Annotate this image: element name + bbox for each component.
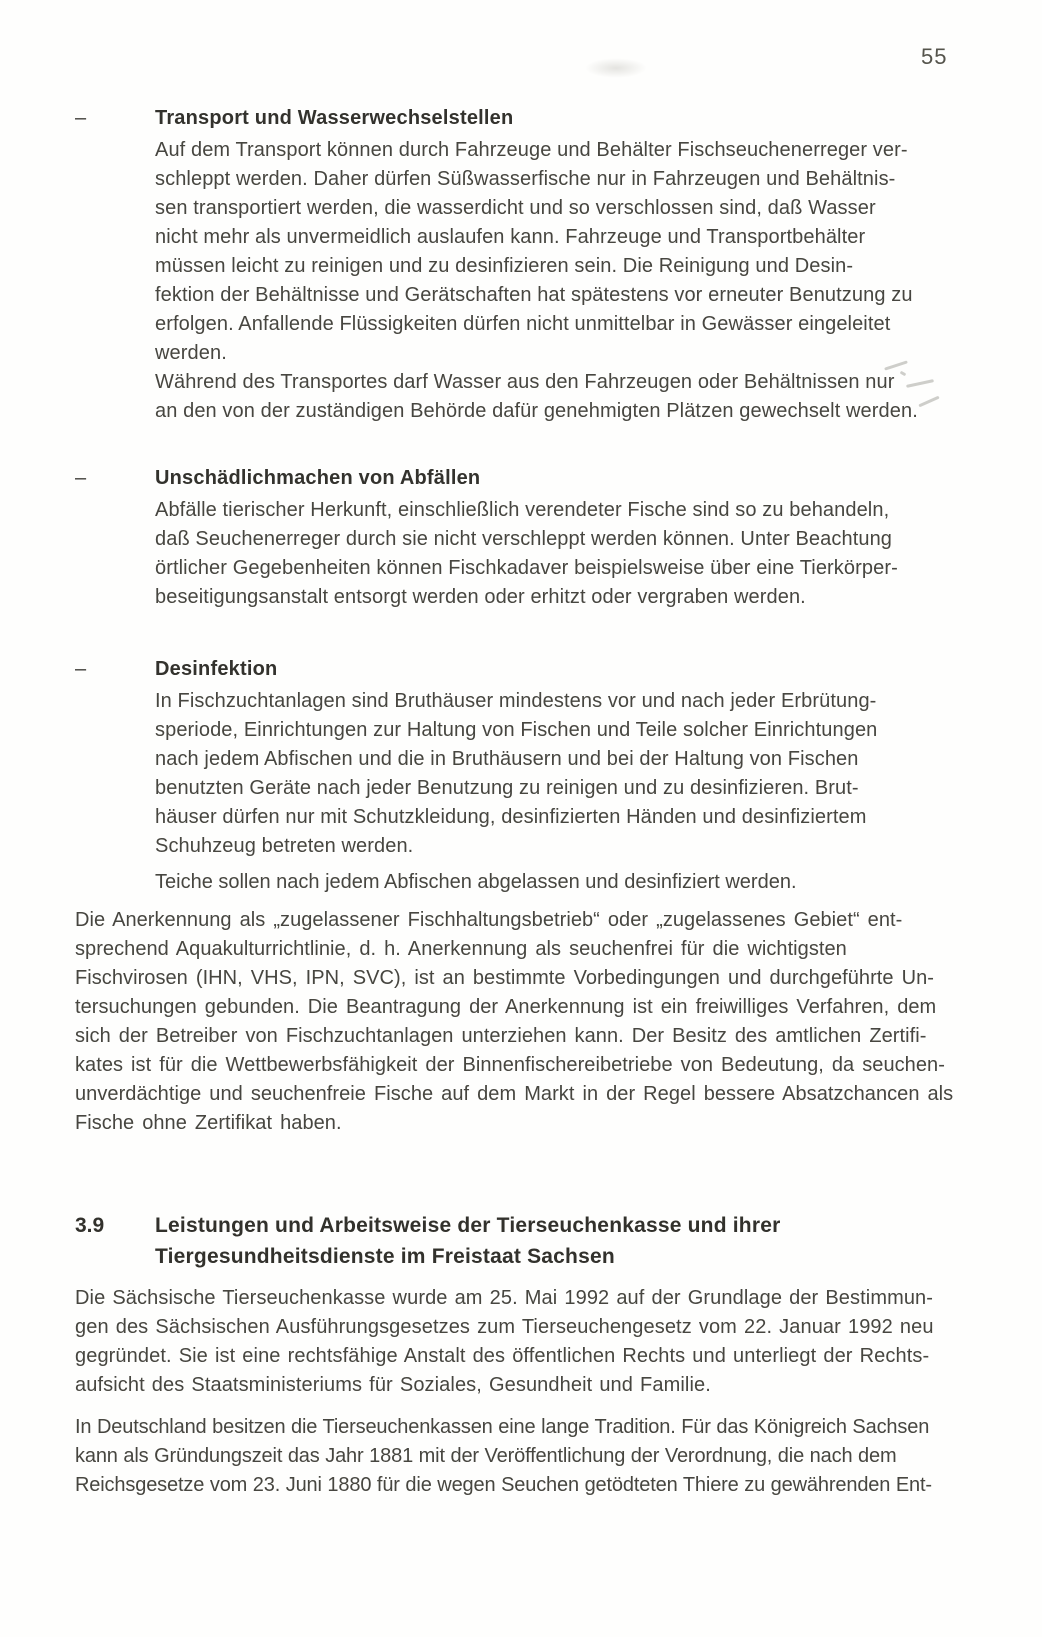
- paragraph-anerkennung: Die Anerkennung als „zugelassener Fischhaltungsbetrieb“ oder „zugelassenes Gebiet“ ent- sprechend Aquakulturrichtlinie, d. h. Anerkennung als seuchenfrei für die wichtigsten Fischvirosen (IHN, VHS, IPN, SVC), ist an bestimmte Vorbedingungen und durchgeführte Un- tersuchungen gebunden. Die Beantragung der Anerkennung ist ein freiwilliges Verfahren, dem sich der Betreiber von Fischzuchtanlagen unterziehen kann. Der Besitz des amtlichen Zertifi- kates ist für die Wettbewerbsfähigkeit der Binnenfischereibetriebe von Bedeutung, da seuchen- unverdächtige und seuchenfreie Fische auf dem Markt in der Regel bessere Absatzchancen als Fische ohne Zertifikat haben.: [75, 909, 954, 1134]
- bullet-item-desinfektion: [75, 655, 923, 861]
- bullet-dash: –: [75, 107, 87, 129]
- section-heading-3-9: [75, 1210, 923, 1272]
- bullet-body-abfaelle: Abfälle tierischer Herkunft, einschließlich verendeter Fische sind so zu behandeln, daß Seuchenerreger durch sie nicht verschleppt werden können. Unter Beachtung örtlicher Gegebenheiten können Fischkadaver beispielsweise über eine Tierkörper- beseitigungsanstalt entsorgt werden oder erhitzt oder vergraben werden.: [155, 499, 898, 608]
- bullet-title-desinfektion: Desinfektion: [155, 658, 278, 680]
- bullet-item-transport: [75, 104, 923, 426]
- bullet-body-transport: Auf dem Transport können durch Fahrzeuge und Behälter Fischseuchenerreger ver- schleppt werden. Daher dürfen Süßwasserfische nur in Fahrzeugen und Behältnis- sen transportiert werden, die wasserdicht und so verschlossen sind, daß Wasser nicht mehr als unvermeidlich auslaufen kann. Fahrzeuge und Transportbehälter müssen leicht zu reinigen und zu desinfizieren sein. Die Reinigung und Desin- fektion der Behältnisse und Gerätschaften hat spätestens vor erneuter Benutzung zu erfolgen. Anfallende Flüssigkeiten dürfen nicht unmittelbar in Gewässer eingeleitet werden.: [155, 139, 913, 364]
- paragraph-saechsische-tierseuchenkasse: Die Sächsische Tierseuchenkasse wurde am 25. Mai 1992 auf der Grundlage der Bestimmun- gen des Sächsischen Ausführungsgesetzes zum Tierseuchengesetz vom 22. Januar 1992 neu gegründet. Sie ist eine rechtsfähige Anstalt des öffentlichen Rechts und unterliegt der Rechts- aufsicht des Staatsministeriums für Soziales, Gesundheit und Familie.: [75, 1287, 934, 1396]
- paragraph-deutschland-tradition: In Deutschland besitzen die Tierseuchenkassen eine lange Tradition. Für das Königreich Sachsen kann als Gründungszeit das Jahr 1881 mit der Veröffentlichung der Verordnung, die nach dem Reichsgesetze vom 23. Juni 1880 für die wegen Seuchen getödteten Thiere zu gewährenden Ent-: [75, 1416, 932, 1496]
- section-title: Leistungen und Arbeitsweise der Tierseuchenkasse und ihrer Tiergesundheitsdienste im Freistaat Sachsen: [155, 1214, 781, 1268]
- bullet-body-desinfektion: In Fischzuchtanlagen sind Bruthäuser mindestens vor und nach jeder Erbrütung- speriode, Einrichtungen zur Haltung von Fischen und Teile solcher Einrichtungen nach jedem Abfischen und die in Bruthäusern und bei der Haltung von Fischen benutzten Geräte nach jeder Benutzung zu reinigen und zu desinfizieren. Brut- häuser dürfen nur mit Schutzkleidung, desinfizierten Händen und desinfiziertem Schuhzeug betreten werden.: [155, 690, 878, 857]
- bullet-body-transport-2: Während des Transportes darf Wasser aus den Fahrzeugen oder Behältnissen nur an den von der zuständigen Behörde dafür genehmigten Plätzen gewechselt werden.: [155, 371, 918, 422]
- bullet-title-abfaelle: Unschädlichmachen von Abfällen: [155, 467, 481, 489]
- teiche-line: Teiche sollen nach jedem Abfischen abgelassen und desinfiziert werden.: [155, 871, 797, 893]
- bullet-item-abfaelle: [75, 464, 923, 612]
- bullet-dash: –: [75, 467, 87, 489]
- scan-smudge: [585, 58, 647, 78]
- section-number: 3.9: [75, 1214, 105, 1237]
- bullet-dash: –: [75, 658, 87, 680]
- bullet-title-transport: Transport und Wasserwechselstellen: [155, 107, 514, 129]
- page-number: 55: [921, 44, 948, 69]
